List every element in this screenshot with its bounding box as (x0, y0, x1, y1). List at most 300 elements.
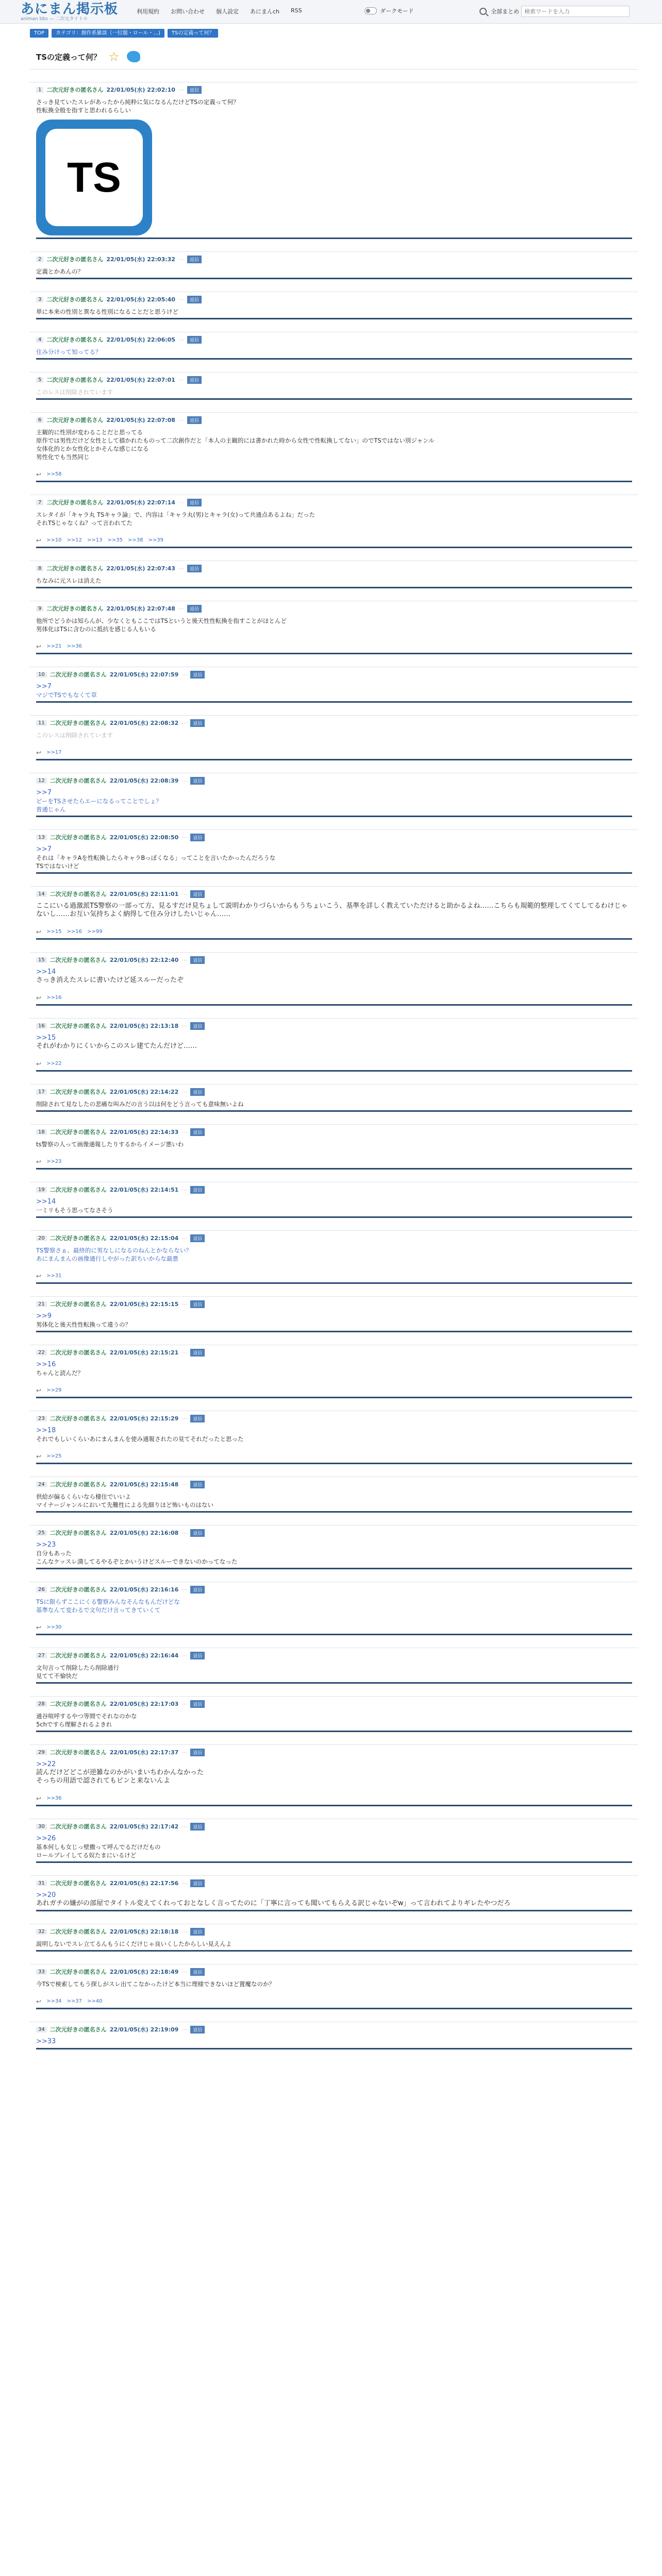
reply-button[interactable]: 返信 (190, 1586, 205, 1594)
post-number[interactable]: 11 (36, 720, 47, 726)
post-item (30, 1964, 638, 2009)
reply-links (36, 928, 632, 936)
reply-link[interactable]: >>16 (67, 929, 82, 935)
post-menu-icon[interactable]: ⋯ (181, 956, 188, 963)
post-anchor[interactable]: >>15 (36, 1034, 56, 1042)
dark-mode-toggle[interactable] (365, 7, 414, 15)
reply-link[interactable]: >>99 (87, 929, 103, 935)
nav-contact[interactable]: お問い合わせ (171, 8, 205, 15)
post-menu-icon[interactable]: ⋯ (181, 1415, 188, 1422)
reply-link[interactable]: >>16 (46, 995, 62, 1001)
post-number[interactable]: 26 (36, 1587, 47, 1592)
poster-name: 二次元好きの匿名さん (49, 1415, 107, 1422)
post-number[interactable]: 7 (36, 500, 43, 505)
post-header (36, 1927, 632, 1936)
crumb-top[interactable]: TOP (30, 29, 48, 38)
post-body (36, 348, 632, 360)
post-number[interactable]: 32 (36, 1929, 47, 1935)
post-body (36, 511, 632, 548)
post-line: 読んだけどどこが逆雑なのかがいまいちわかんなかった (36, 1769, 204, 1776)
reply-button[interactable]: 返信 (190, 2026, 205, 2033)
post-line: 男体化はTSに含むのに抵抗を感じる人もいる (36, 625, 156, 633)
post-number[interactable]: 8 (36, 566, 43, 571)
post-body (36, 1493, 632, 1513)
poster-name: 二次元好きの匿名さん (46, 296, 104, 303)
post-anchor[interactable]: >>14 (36, 1198, 56, 1206)
post-menu-icon[interactable]: ⋯ (181, 1749, 188, 1756)
reply-link[interactable]: >>36 (67, 643, 82, 649)
post-line: あにまんまんの画像通行しやがった訳ちいからな最悪 (36, 1255, 178, 1262)
search-input[interactable] (521, 6, 630, 17)
post-menu-icon[interactable]: ⋯ (178, 256, 184, 263)
reply-button[interactable]: 返信 (190, 890, 205, 898)
post-number[interactable]: 1 (36, 87, 43, 93)
post-body (36, 845, 632, 874)
poster-name: 二次元好きの匿名さん (49, 1652, 107, 1659)
post-number[interactable]: 33 (36, 1969, 47, 1975)
post-menu-icon[interactable]: ⋯ (181, 1088, 188, 1095)
post-menu-icon[interactable]: ⋯ (181, 890, 188, 897)
post-item (30, 1819, 638, 1863)
post-date: 22/01/05(水) 22:14:51 (109, 1187, 179, 1193)
post-header (36, 670, 632, 679)
post-line: 主観的に性別が変わることだと思ってる (36, 429, 143, 436)
reply-button[interactable]: 返信 (190, 956, 205, 964)
reply-link[interactable]: >>12 (67, 537, 82, 543)
reply-links (36, 1386, 632, 1395)
post-menu-icon[interactable]: ⋯ (178, 605, 184, 612)
reply-link[interactable]: >>10 (46, 537, 62, 543)
post-item (30, 1525, 638, 1569)
post-number[interactable]: 28 (36, 1701, 47, 1707)
post-header (36, 833, 632, 841)
reply-arrow-icon: ↩ (36, 1453, 42, 1460)
post-anchor[interactable]: >>7 (36, 789, 52, 796)
post-line: 文句言って削除したら削除通行 (36, 1664, 119, 1671)
poster-name: 二次元好きの匿名さん (49, 720, 107, 726)
post-number[interactable]: 30 (36, 1824, 47, 1829)
post-date: 22/01/05(水) 22:05:40 (106, 296, 175, 303)
post-menu-icon[interactable]: ⋯ (181, 1128, 188, 1136)
post-line: 単に本来の性別と異なる性別になることだと思うけど (36, 308, 178, 315)
reply-button[interactable]: 返信 (190, 1022, 205, 1030)
reply-link[interactable]: >>31 (46, 1273, 62, 1279)
post-date: 22/01/05(水) 22:13:18 (109, 1023, 179, 1029)
post-body (36, 1760, 632, 1806)
post-number[interactable]: 34 (36, 2027, 47, 2032)
reply-arrow-icon: ↩ (36, 471, 42, 478)
post-anchor[interactable]: >>7 (36, 845, 52, 853)
post-body (36, 731, 632, 760)
reply-button[interactable]: 返信 (190, 1879, 205, 1887)
post-anchor[interactable]: >>22 (36, 1760, 56, 1768)
post-header (36, 1879, 632, 1887)
reply-button[interactable]: 返信 (187, 336, 202, 344)
post-line: それは「キャラAを性転換したらキャラBっぽくなる」ってことを言いたかったんだろうな (36, 854, 276, 861)
poster-name: 二次元好きの匿名さん (46, 565, 104, 572)
logo-subtext: animan bbs — 二次元タイトル (21, 16, 88, 22)
reply-links (36, 1158, 632, 1166)
post-item (30, 1124, 638, 1170)
reply-links (36, 1060, 632, 1068)
poster-name: 二次元好きの匿名さん (46, 336, 104, 343)
post-menu-icon[interactable]: ⋯ (181, 1300, 188, 1308)
poster-name: 二次元好きの匿名さん (49, 891, 107, 897)
post-body (36, 1891, 632, 1911)
post-number[interactable]: 22 (36, 1350, 47, 1355)
post-item (30, 1648, 638, 1684)
post-header (36, 1128, 632, 1136)
poster-name: 二次元好きの匿名さん (49, 1823, 107, 1830)
reply-link[interactable]: >>21 (46, 643, 62, 649)
post-date: 22/01/05(水) 22:07:59 (109, 671, 179, 678)
post-number[interactable]: 12 (36, 778, 47, 784)
thread-title-bar (30, 44, 638, 70)
reply-button[interactable]: 返信 (190, 1186, 205, 1194)
post-menu-icon[interactable]: ⋯ (181, 1823, 188, 1830)
reply-button[interactable]: 返信 (190, 777, 205, 785)
post-anchor[interactable]: >>23 (36, 1541, 56, 1549)
reply-button[interactable]: 返信 (190, 1300, 205, 1308)
nav-animanch[interactable]: あにまんch (250, 8, 280, 15)
post-header (36, 564, 632, 572)
reply-link[interactable]: >>36 (46, 1795, 62, 1801)
post-menu-icon[interactable]: ⋯ (181, 2026, 188, 2033)
post-body (36, 2038, 632, 2049)
reply-button[interactable]: 返信 (190, 1928, 205, 1936)
reply-links (36, 536, 632, 545)
post-body (36, 789, 632, 817)
post-line: 今TSで検索してもう探しがスレ出てこなかったけど本当に理様できないほど置魔なのか？ (36, 1980, 275, 1988)
breadcrumb (30, 29, 218, 38)
post-menu-icon[interactable]: ⋯ (181, 1529, 188, 1536)
post-item (30, 952, 638, 1006)
post-item (30, 1345, 638, 1398)
star-icon[interactable]: ☆ (108, 49, 120, 64)
post-menu-icon[interactable]: ⋯ (181, 1928, 188, 1935)
post-anchor[interactable]: >>14 (36, 968, 56, 976)
post-menu-icon[interactable]: ⋯ (181, 777, 188, 784)
post-number[interactable]: 15 (36, 957, 47, 963)
reply-link[interactable]: >>17 (46, 750, 62, 755)
post-number[interactable]: 27 (36, 1653, 47, 1658)
post-number[interactable]: 18 (36, 1129, 47, 1135)
post-line: それがわかりにくいからこのスレ建てたんだけど…… (36, 1042, 197, 1050)
reply-link[interactable]: >>37 (67, 1998, 82, 2004)
post-body (36, 1427, 632, 1464)
post-anchor[interactable]: >>9 (36, 1312, 52, 1320)
post-line: それTSじゃなくね？って言われてた (36, 519, 133, 527)
post-item (30, 372, 638, 400)
reply-button[interactable]: 返信 (190, 1234, 205, 1242)
reply-button[interactable]: 返信 (187, 256, 202, 263)
post-menu-icon[interactable]: ⋯ (181, 1700, 188, 1707)
post-body (36, 1712, 632, 1732)
post-line: ロールプレイしてる奴たまにいるけど (36, 1852, 137, 1859)
post-line: マジでTSでもなくて草 (36, 691, 97, 699)
post-header (36, 719, 632, 727)
reply-link[interactable]: >>23 (46, 1159, 62, 1164)
post-number[interactable]: 3 (36, 297, 43, 302)
reply-arrow-icon: ↩ (36, 643, 42, 650)
post-number[interactable]: 6 (36, 417, 43, 423)
post-anchor[interactable]: >>18 (36, 1427, 56, 1434)
poster-name: 二次元好きの匿名さん (49, 1880, 107, 1887)
post-menu-icon[interactable]: ⋯ (181, 1022, 188, 1029)
post-number[interactable]: 23 (36, 1416, 47, 1421)
post-header (36, 604, 632, 613)
post-body (36, 1361, 632, 1398)
post-header (36, 890, 632, 898)
post-menu-icon[interactable]: ⋯ (181, 1481, 188, 1488)
reply-links (36, 749, 632, 757)
header-nav (137, 7, 302, 15)
post-anchor[interactable]: >>26 (36, 1835, 56, 1842)
post-anchor[interactable]: >>33 (36, 2038, 56, 2045)
post-date: 22/01/05(水) 22:16:08 (109, 1530, 179, 1536)
header (0, 0, 662, 24)
post-number[interactable]: 14 (36, 891, 47, 897)
post-menu-icon[interactable]: ⋯ (181, 1234, 188, 1242)
post-menu-icon[interactable]: ⋯ (178, 565, 184, 572)
post-item (30, 251, 638, 279)
page-title: TSの定義って何？ (36, 52, 102, 62)
reply-links (36, 1272, 632, 1280)
post-number[interactable]: 16 (36, 1023, 47, 1029)
post-menu-icon[interactable]: ⋯ (181, 1968, 188, 1975)
post-number[interactable]: 13 (36, 835, 47, 840)
post-line: 男性化でも当然同じ (36, 453, 90, 461)
post-header (36, 776, 632, 785)
reply-button[interactable]: 返信 (190, 1700, 205, 1708)
post-anchor[interactable]: >>7 (36, 683, 52, 690)
reply-link[interactable]: >>40 (87, 1998, 103, 2004)
nav-terms[interactable]: 利用規約 (137, 8, 159, 15)
post-body (36, 267, 632, 279)
poster-name: 二次元好きの匿名さん (49, 2026, 107, 2033)
reply-button[interactable]: 返信 (190, 1968, 205, 1976)
reply-button[interactable]: 返信 (190, 1652, 205, 1659)
post-item (30, 2022, 638, 2049)
reply-button[interactable]: 返信 (190, 1088, 205, 1096)
post-item (30, 412, 638, 482)
post-line: ちゃんと読んだ？ (36, 1369, 84, 1377)
post-line: さっき消えたスレに書いたけど延スルーだったぞ (36, 976, 184, 984)
reply-link[interactable]: >>22 (46, 1061, 62, 1066)
poster-name: 二次元好きの匿名さん (49, 671, 107, 678)
post-number[interactable]: 21 (36, 1301, 47, 1307)
reply-link[interactable]: >>30 (46, 1624, 62, 1630)
poster-name: 二次元好きの匿名さん (49, 1749, 107, 1756)
post-menu-icon[interactable]: ⋯ (178, 416, 184, 423)
post-header (36, 1529, 632, 1537)
reply-arrow-icon: ↩ (36, 1158, 42, 1165)
reply-button[interactable]: 返信 (187, 376, 202, 384)
post-anchor[interactable]: >>16 (36, 1361, 56, 1368)
poster-name: 二次元好きの匿名さん (49, 1481, 107, 1488)
reply-link[interactable]: >>25 (46, 1453, 62, 1459)
post-menu-icon[interactable]: ⋯ (178, 86, 184, 93)
post-menu-icon[interactable]: ⋯ (181, 1652, 188, 1659)
reply-button[interactable]: 返信 (190, 671, 205, 679)
reply-link[interactable]: >>13 (87, 537, 103, 543)
reply-arrow-icon: ↩ (36, 1795, 42, 1802)
post-line: TS警察さぁ、最終的に男なしになるのねんとかならない？ (36, 1247, 192, 1254)
post-number[interactable]: 31 (36, 1880, 47, 1886)
poster-name: 二次元好きの匿名さん (46, 605, 104, 612)
post-menu-icon[interactable]: ⋯ (181, 1879, 188, 1887)
post-date: 22/01/05(水) 22:15:29 (109, 1415, 179, 1422)
post-line: それでもしいくらいあにまんまんを使み通報されたの見てそれだったと思った (36, 1435, 244, 1443)
post-menu-icon[interactable]: ⋯ (178, 499, 184, 506)
reply-button[interactable]: 返信 (190, 1415, 205, 1422)
reply-link[interactable]: >>34 (46, 1998, 62, 2004)
reply-button[interactable]: 返信 (187, 565, 202, 572)
poster-name: 二次元好きの匿名さん (49, 957, 107, 963)
post-body (36, 388, 632, 400)
post-number[interactable]: 19 (36, 1187, 47, 1193)
poster-name: 二次元好きの匿名さん (49, 1129, 107, 1136)
reply-arrow-icon: ↩ (36, 1624, 42, 1631)
post-date: 22/01/05(水) 22:07:14 (106, 499, 175, 506)
reply-link[interactable]: >>58 (46, 471, 62, 477)
poster-name: 二次元好きの匿名さん (46, 417, 104, 423)
post-item (30, 82, 638, 239)
post-number[interactable]: 10 (36, 672, 47, 677)
post-date: 22/01/05(水) 22:16:44 (109, 1652, 179, 1659)
post-header (36, 1300, 632, 1308)
post-body (36, 1940, 632, 1952)
post-header (36, 1480, 632, 1488)
poster-name: 二次元好きの匿名さん (49, 1089, 107, 1095)
reply-arrow-icon: ↩ (36, 537, 42, 544)
post-date: 22/01/05(水) 22:18:18 (109, 1928, 179, 1935)
post-header (36, 1185, 632, 1194)
reply-button[interactable]: 返信 (190, 1749, 205, 1756)
post-number[interactable]: 9 (36, 606, 43, 612)
post-header (36, 1348, 632, 1357)
post-number[interactable]: 5 (36, 377, 43, 383)
post-header (36, 2025, 632, 2033)
post-line: 女体化的とか女性化とかそんな感じになる (36, 445, 149, 452)
search-scope-select[interactable]: 全部まとめ (491, 8, 519, 15)
reply-button[interactable]: 返信 (190, 1128, 205, 1136)
post-header (36, 416, 632, 424)
post-line: ここにいる過激派TS警察の一部って方、見るすだけ見ちょして説明わかりづらいからもうちょいこう、基準を詳しく教えていただけると助かるよね……こちらも規範的整理してくてしてるわけじゃないし……お互い気持ちよく納得して住み分けしたいじゃん…… (36, 902, 628, 918)
site-logo[interactable] (21, 2, 118, 22)
post-body (36, 683, 632, 703)
crumb-thread[interactable]: TSの定義って何？ (168, 29, 218, 38)
post-date: 22/01/05(水) 22:17:03 (109, 1701, 179, 1707)
reply-button[interactable]: 返信 (187, 499, 202, 506)
post-menu-icon[interactable]: ⋯ (178, 336, 184, 343)
post-body (36, 1664, 632, 1684)
post-date: 22/01/05(水) 22:15:48 (109, 1481, 179, 1488)
post-number[interactable]: 4 (36, 337, 43, 343)
post-menu-icon[interactable]: ⋯ (178, 376, 184, 383)
post-menu-icon[interactable]: ⋯ (181, 1186, 188, 1193)
post-line: ts警察の人って画像通報したりするからイメージ悪いわ (36, 1141, 184, 1148)
post-number[interactable]: 29 (36, 1750, 47, 1755)
reply-button[interactable]: 返信 (190, 1349, 205, 1357)
nav-rss[interactable]: RSS (291, 7, 302, 14)
post-line: さっき見ていたスレがあったから純粋に気になるんだけどTSの定義って何？ (36, 98, 239, 106)
reply-button[interactable]: 返信 (190, 1529, 205, 1537)
toggle-switch[interactable] (365, 7, 377, 14)
reply-link[interactable]: >>39 (148, 537, 163, 543)
post-date: 22/01/05(水) 22:03:32 (106, 256, 175, 263)
poster-name: 二次元好きの匿名さん (49, 1187, 107, 1193)
post-date: 22/01/05(水) 22:08:50 (109, 834, 179, 841)
post-line: こんなケッスレ潰してるやるぞとかいうけどスルーできないのかってなった (36, 1558, 238, 1565)
post-item (30, 886, 638, 940)
poster-name: 二次元好きの匿名さん (49, 1349, 107, 1356)
post-date: 22/01/05(水) 22:15:15 (109, 1301, 179, 1308)
post-menu-icon[interactable]: ⋯ (181, 671, 188, 678)
post-menu-icon[interactable]: ⋯ (181, 834, 188, 841)
crumb-category[interactable]: カテゴリ：創作系雑談（一位題・ロール・...) (52, 29, 164, 38)
post-date: 22/01/05(水) 22:07:48 (106, 605, 175, 612)
post-body (36, 308, 632, 319)
post-line: 自分もあった (36, 1550, 72, 1557)
ts-logo-text: TS (67, 154, 121, 201)
twitter-icon[interactable] (127, 51, 140, 62)
reply-link[interactable]: >>29 (46, 1387, 62, 1393)
post-menu-icon[interactable]: ⋯ (181, 719, 188, 726)
nav-settings[interactable]: 個人設定 (216, 8, 239, 15)
post-menu-icon[interactable]: ⋯ (181, 1349, 188, 1356)
post-number[interactable]: 20 (36, 1235, 47, 1241)
post-number[interactable]: 17 (36, 1089, 47, 1095)
post-line: 通谷喧呼するやつ等間でそれなのかな (36, 1713, 137, 1720)
post-body (36, 1835, 632, 1863)
post-date: 22/01/05(水) 22:17:37 (109, 1749, 179, 1756)
search-icon[interactable] (479, 8, 487, 15)
reply-links (36, 1623, 632, 1632)
post-line: 基準なんて変わるで文句だけ言ってきていくて (36, 1606, 161, 1614)
post-menu-icon[interactable]: ⋯ (181, 1586, 188, 1593)
reply-button[interactable]: 返信 (190, 719, 205, 727)
post-number[interactable]: 2 (36, 257, 43, 262)
reply-button[interactable]: 返信 (190, 1823, 205, 1831)
post-anchor[interactable]: >>20 (36, 1891, 56, 1899)
reply-link[interactable]: >>38 (128, 537, 143, 543)
reply-button[interactable]: 返信 (187, 296, 202, 303)
reply-link[interactable]: >>15 (46, 929, 62, 935)
reply-button[interactable]: 返信 (187, 86, 202, 94)
post-number[interactable]: 24 (36, 1482, 47, 1487)
poster-name: 二次元好きの匿名さん (49, 1530, 107, 1536)
poster-name: 二次元好きの匿名さん (49, 1969, 107, 1975)
reply-link[interactable]: >>35 (107, 537, 123, 543)
post-header (36, 1585, 632, 1594)
reply-button[interactable]: 返信 (187, 605, 202, 613)
post-line: マイナージャンルにおいて先難性による先細りほど怖いものはない (36, 1501, 214, 1509)
post-menu-icon[interactable]: ⋯ (178, 296, 184, 303)
reply-button[interactable]: 返信 (190, 834, 205, 841)
post-header (36, 1651, 632, 1659)
post-line: 定義とかあんの？ (36, 268, 84, 275)
reply-arrow-icon: ↩ (36, 928, 42, 936)
post-item (30, 715, 638, 760)
post-image[interactable] (36, 120, 152, 235)
post-number[interactable]: 25 (36, 1530, 47, 1536)
reply-button[interactable]: 返信 (190, 1481, 205, 1488)
post-line: 男体化と後天性性転換って違うの？ (36, 1321, 131, 1328)
post-header (36, 1822, 632, 1831)
poster-name: 二次元好きの匿名さん (46, 256, 104, 263)
reply-button[interactable]: 返信 (187, 416, 202, 424)
